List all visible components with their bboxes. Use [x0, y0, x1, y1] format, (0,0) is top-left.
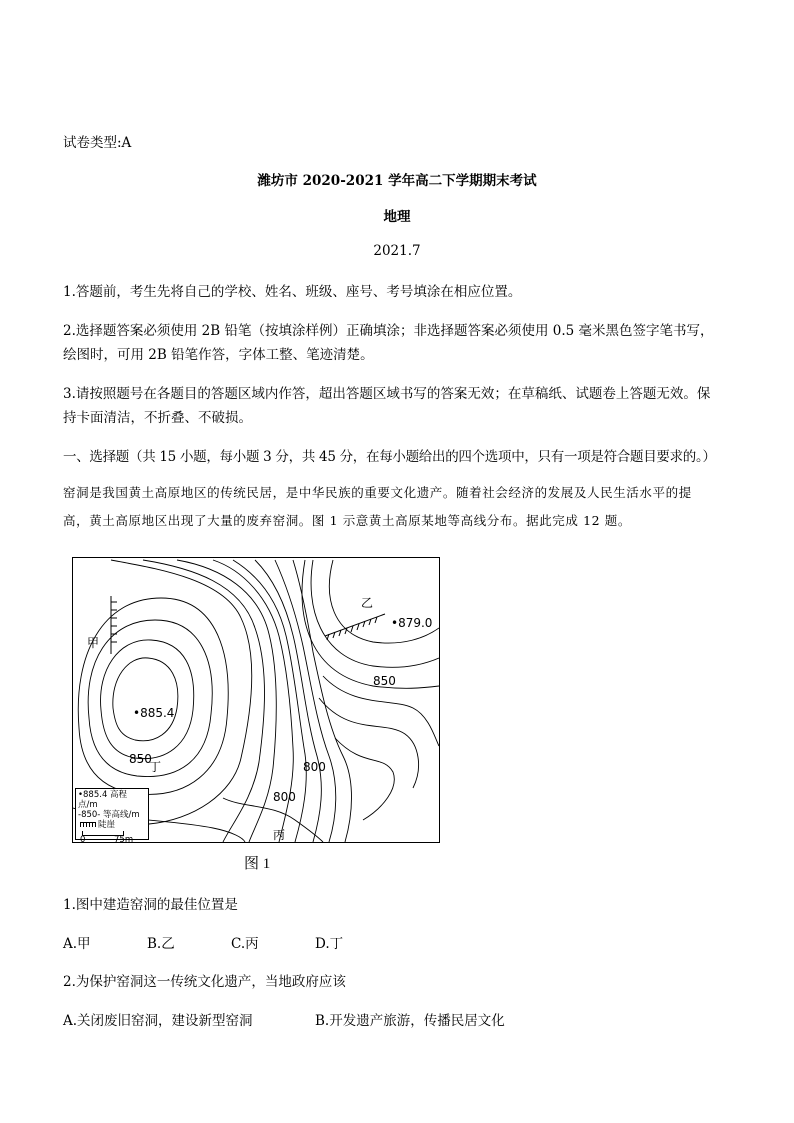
elevation-point-885: •885.4 — [133, 706, 175, 720]
contour-label-800-a: 800 — [303, 760, 326, 774]
label-ding: 丁 — [149, 760, 162, 774]
subject-title: 地理 — [383, 209, 411, 225]
question-1-option-c[interactable]: C.丙 — [231, 936, 259, 952]
section-intro-line2: 高，黄土高原地区出现了大量的废弃窑洞。图 1 示意黄土高原某地等高线分布。据此完成 12 题。 — [63, 513, 631, 528]
contour-map — [72, 557, 440, 843]
instruction-3: 3.请按照题号在各题目的答题区域内作答，超出答题区域书写的答案无效；在草稿纸、试题卷上答题无效。保 — [63, 386, 711, 402]
instruction-1: 1.答题前，考生先将自己的学校、姓名、班级、座号、考号填涂在相应位置。 — [63, 284, 522, 300]
section-intro-line1: 窑洞是我国黄土高原地区的传统民居，是中华民族的重要文化遗产。随着社会经济的发展及人民生活水平的提 — [63, 485, 692, 500]
paper-type: 试卷类型:A — [63, 135, 132, 151]
legend-cliff-row — [78, 820, 146, 830]
instruction-3-cont: 持卡面清洁，不折叠、不破损。 — [63, 410, 252, 426]
section-heading: 一、选择题（共 15 小题，每小题 3 分，共 45 分，在每小题给出的四个选项中，只有一项是符合题目要求的。） — [63, 449, 716, 465]
question-1-option-d[interactable]: D.丁 — [315, 936, 344, 952]
cliff-symbol-icon — [80, 822, 96, 827]
label-bing: 丙 — [273, 828, 286, 842]
map-legend — [75, 788, 149, 845]
scale-end: 75m — [114, 835, 134, 845]
instruction-2: 2.选择题答案必须使用 2B 铅笔（按填涂样例）正确填涂；非选择题答案必须使用 0.5 毫米黑色签字笔书写， — [63, 323, 714, 339]
legend-elevation-point: •885.4 高程点/m — [78, 790, 128, 810]
label-jia: 甲 — [87, 636, 100, 650]
legend-contour: -850- 等高线/m — [78, 810, 140, 820]
question-1-option-a[interactable]: A.甲 — [63, 936, 91, 952]
legend-scale — [78, 830, 146, 844]
label-yi: 乙 — [361, 596, 374, 610]
question-2-option-a[interactable]: A.关闭废旧窑洞，建设新型窑洞 — [63, 1013, 253, 1029]
contour-label-850-left: 850 — [129, 752, 152, 766]
legend-cliff: 陡崖 — [98, 820, 116, 830]
contour-label-800-b: 800 — [273, 790, 296, 804]
question-1-stem: 1.图中建造窑洞的最佳位置是 — [63, 897, 238, 913]
exam-date: 2021.7 — [373, 243, 421, 259]
question-1-option-b[interactable]: B.乙 — [147, 936, 175, 952]
instruction-2-cont: 绘图时，可用 2B 铅笔作答，字体工整、笔迹清楚。 — [63, 347, 374, 363]
question-2-option-b[interactable]: B.开发遗产旅游，传播民居文化 — [315, 1013, 505, 1029]
contour-label-850-right: 850 — [373, 674, 396, 688]
exam-title: 潍坊市 2020-2021 学年高二下学期期末考试 — [257, 173, 537, 189]
scale-zero: 0 — [80, 835, 86, 845]
question-2-stem: 2.为保护窑洞这一传统文化遗产，当地政府应该 — [63, 974, 346, 990]
figure-caption: 图 1 — [244, 856, 271, 872]
elevation-point-879: •879.0 — [391, 616, 433, 630]
